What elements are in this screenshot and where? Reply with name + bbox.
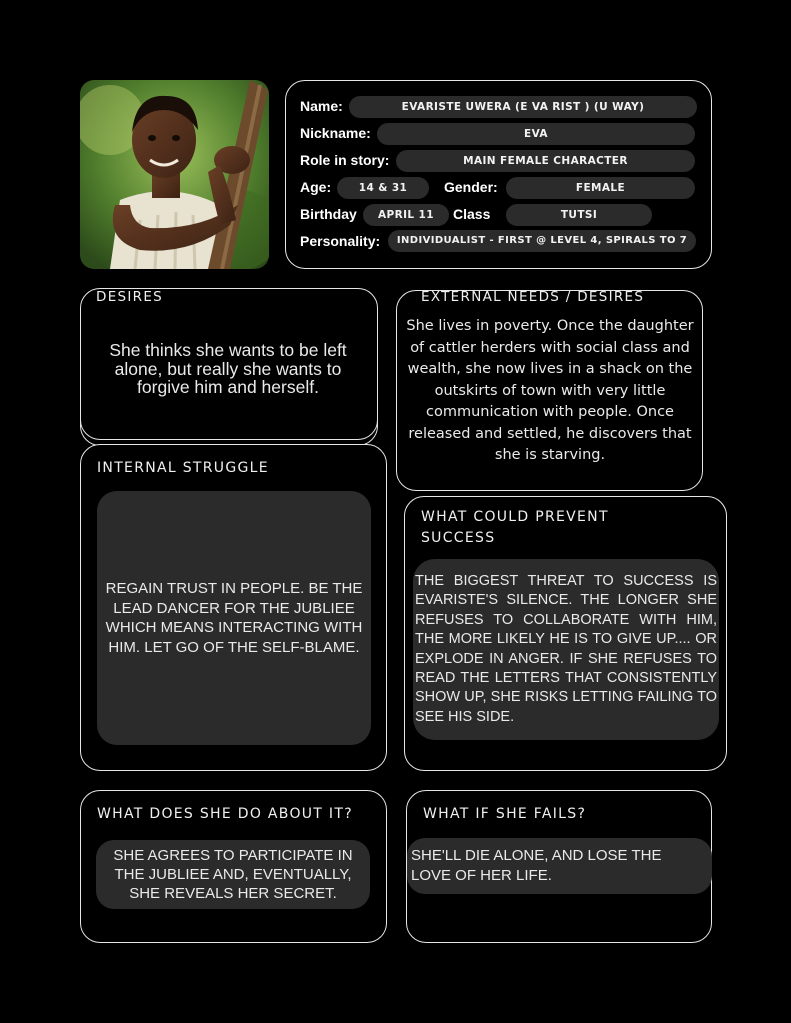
nickname-value: EVA bbox=[377, 123, 695, 145]
class-value: TUTSI bbox=[506, 204, 652, 226]
prevent-success-text: THE BIGGEST THREAT TO SUCCESS IS EVARISTE'S SILENCE. THE LONGER SHE REFUSES TO COLLABORATE WITH HIM, THE MORE LIKELY HE IS TO GIVE UP.... OR EXPLODE IN ANGER. IF SHE REFUSES TO READ THE LETTERS THAT CONSISTENTLY SHOW UP, SHE RISKS LETTING FAILING TO SEE HIS SIDE. bbox=[415, 572, 717, 725]
fails-panel bbox=[407, 838, 712, 894]
fails-text: SHE'LL DIE ALONE, AND LOSE THE LOVE OF HER LIFE. bbox=[411, 847, 662, 884]
prevent-success-panel bbox=[413, 559, 719, 740]
internal-struggle-panel bbox=[97, 491, 371, 745]
age-label: Age: bbox=[300, 179, 332, 195]
prevent-success-heading-line2: SUCCESS bbox=[421, 530, 496, 546]
action-heading: WHAT DOES SHE DO ABOUT IT? bbox=[97, 806, 353, 822]
prevent-success-heading-line1: WHAT COULD PREVENT bbox=[421, 509, 609, 525]
nickname-label: Nickname: bbox=[300, 125, 371, 141]
portrait-image bbox=[80, 80, 269, 269]
external-needs-text: She lives in poverty. Once the daughter of cattler herders with social class and wealth, she now lives in a shack on the outskirts of town with very little communication with people. Once released and settled, he discovers that she is starving. bbox=[406, 318, 694, 463]
desires-text: She thinks she wants to be left alone, but really she wants to forgive him and herself. bbox=[109, 340, 347, 397]
internal-struggle-heading: INTERNAL STRUGGLE bbox=[97, 460, 269, 476]
action-text: SHE AGREES TO PARTICIPATE IN THE JUBLIEE AND, EVENTUALLY, SHE REVEALS HER SECRET. bbox=[113, 847, 353, 902]
external-needs-heading: EXTERNAL NEEDS / DESIRES bbox=[421, 289, 645, 305]
character-photo bbox=[80, 80, 269, 269]
class-label: Class bbox=[453, 206, 491, 222]
birthday-label: Birthday bbox=[300, 206, 357, 222]
age-value: 14 & 31 bbox=[337, 177, 429, 199]
gender-value: FEMALE bbox=[506, 177, 695, 199]
personality-value: INDIVIDUALIST - FIRST @ LEVEL 4, SPIRALS TO 7 bbox=[388, 230, 696, 252]
name-value: EVARISTE UWERA (E VA RIST ) (U WAY) bbox=[349, 96, 697, 118]
birthday-value: APRIL 11 bbox=[363, 204, 449, 226]
action-panel bbox=[96, 840, 370, 909]
internal-struggle-text: REGAIN TRUST IN PEOPLE. BE THE LEAD DANCER FOR THE JUBLIEE WHICH MEANS INTERACTING WITH HIM. LET GO OF THE SELF-BLAME. bbox=[105, 580, 363, 656]
role-label: Role in story: bbox=[300, 152, 390, 168]
role-value: MAIN FEMALE CHARACTER bbox=[396, 150, 695, 172]
name-label: Name: bbox=[300, 98, 343, 114]
desires-heading: DESIRES bbox=[96, 289, 164, 305]
gender-label: Gender: bbox=[444, 179, 498, 195]
personality-label: Personality: bbox=[300, 233, 381, 249]
fails-heading: WHAT IF SHE FAILS? bbox=[423, 806, 587, 822]
